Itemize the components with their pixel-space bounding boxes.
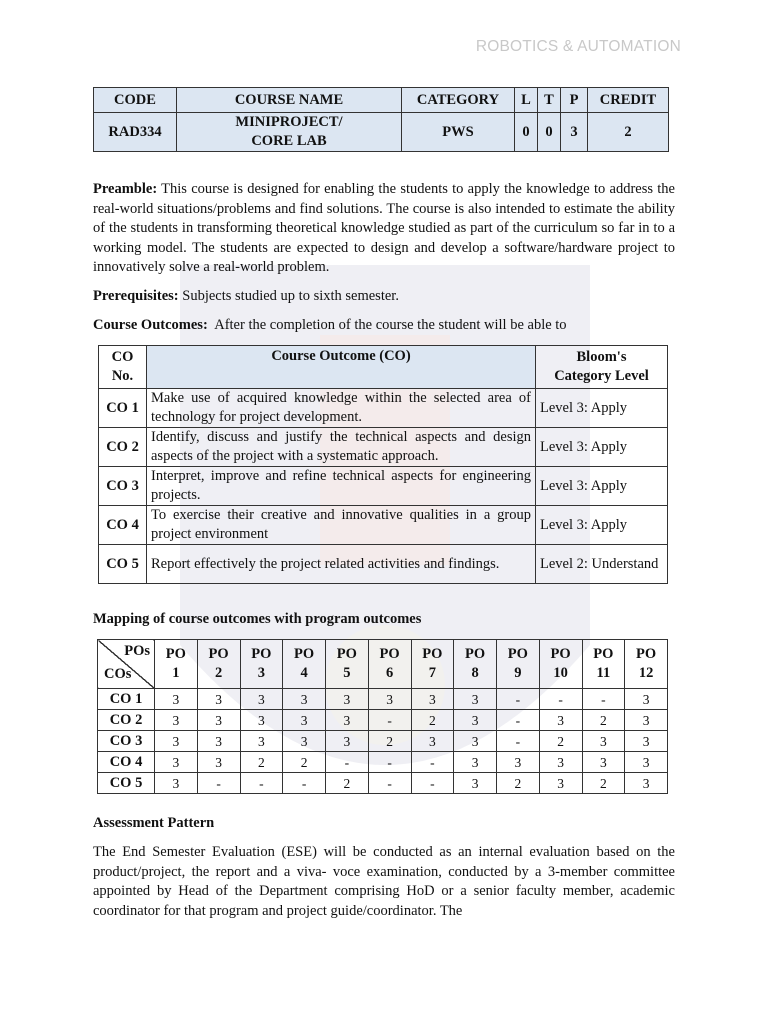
po-mapping-value: - (368, 752, 411, 773)
po-header-number: 8 (471, 665, 479, 681)
prerequisites-label: Prerequisites: (93, 288, 179, 304)
po-header (155, 640, 198, 689)
po-mapping-value: 3 (155, 731, 198, 752)
corner-cos-label: COs (104, 666, 132, 682)
co-row (99, 545, 668, 584)
po-mapping-value: 3 (240, 731, 283, 752)
course-outcomes-label: Course Outcomes: (93, 317, 208, 333)
co-bloom-level: Level 3: Apply (536, 506, 668, 545)
po-header-number: 2 (215, 665, 223, 681)
course-outcomes-table (98, 345, 668, 584)
header-category: CATEGORY (402, 88, 515, 113)
assessment-title: Assessment Pattern (93, 815, 215, 831)
po-row-co-label: CO 3 (98, 731, 155, 752)
co-po-mapping-table (97, 639, 668, 794)
po-mapping-value: 3 (283, 689, 326, 710)
co-description: Identify, discuss and justify the technical aspects and design aspects of the project with a systematic approach. (147, 428, 536, 467)
co-number: CO 5 (99, 545, 147, 584)
po-mapping-row (98, 773, 668, 794)
assessment-paragraph: The End Semester Evaluation (ESE) will be conducted as an internal evaluation based on the product/project, the report and a viva- voce examination, conducted by a 3-member committee appointed by Head of the Department comprising HoD or a senior faculty member, academic coordinator for that program and project guide/coordinator. The (93, 844, 675, 919)
po-mapping-value: 3 (155, 773, 198, 794)
course-name-line2: CORE LAB (251, 133, 327, 149)
course-t: 0 (538, 113, 561, 152)
po-mapping-value: - (240, 773, 283, 794)
header-course-name: COURSE NAME (177, 88, 402, 113)
co-table-header-row (99, 346, 668, 389)
po-mapping-value: 2 (368, 731, 411, 752)
po-mapping-value: 3 (625, 731, 668, 752)
co-no-header-line2: No. (111, 368, 134, 384)
mapping-title: Mapping of course outcomes with program outcomes (93, 611, 422, 627)
preamble-text: This course is designed for enabling the students to apply the knowledge to address the real-world situations/problems and find solutions. The course is also intended to estimate the ability of the students in transforming theoretical knowledge studied as part of the curriculum so far in to a working model. The students are expected to design and develop a software/hardware project to innovatively solve a real-world problem. (93, 181, 675, 275)
po-mapping-value: 3 (240, 710, 283, 731)
po-mapping-value: - (582, 689, 625, 710)
bloom-header (536, 346, 668, 389)
po-mapping-value: 3 (197, 752, 240, 773)
prerequisites-paragraph (93, 287, 675, 307)
co-number: CO 2 (99, 428, 147, 467)
po-table-body (98, 689, 668, 794)
po-mapping-value: - (197, 773, 240, 794)
co-number: CO 3 (99, 467, 147, 506)
header-credit: CREDIT (588, 88, 669, 113)
course-l: 0 (515, 113, 538, 152)
po-mapping-value: 3 (539, 773, 582, 794)
po-header (326, 640, 369, 689)
po-mapping-value: 3 (625, 752, 668, 773)
po-row-co-label: CO 4 (98, 752, 155, 773)
co-no-header (99, 346, 147, 389)
po-header (454, 640, 497, 689)
po-mapping-row (98, 689, 668, 710)
po-mapping-value: 3 (454, 710, 497, 731)
po-mapping-value: - (326, 752, 369, 773)
course-table-data-row (94, 113, 669, 152)
header-t: T (538, 88, 561, 113)
po-mapping-value: 3 (454, 752, 497, 773)
course-outcome-header: Course Outcome (CO) (147, 346, 536, 389)
po-header-number: 11 (596, 665, 611, 681)
po-header-number: 12 (638, 665, 654, 681)
po-mapping-value: 2 (582, 773, 625, 794)
course-table-header-row (94, 88, 669, 113)
po-mapping-value: 3 (582, 731, 625, 752)
po-header-number: 7 (428, 665, 436, 681)
po-mapping-value: - (411, 752, 454, 773)
course-outcomes-intro (93, 316, 675, 336)
po-mapping-value: 3 (454, 731, 497, 752)
po-header-number: 10 (553, 665, 568, 681)
po-mapping-value: - (497, 710, 540, 731)
po-header (539, 640, 582, 689)
po-row-co-label: CO 1 (98, 689, 155, 710)
po-header (240, 640, 283, 689)
po-header-prefix: PO (507, 646, 528, 662)
po-mapping-value: 3 (625, 689, 668, 710)
co-row (99, 467, 668, 506)
co-row (99, 506, 668, 545)
po-mapping-value: 3 (368, 689, 411, 710)
po-mapping-value: 3 (411, 689, 454, 710)
po-mapping-value: 3 (197, 731, 240, 752)
po-header-prefix: PO (165, 646, 186, 662)
course-credit: 2 (588, 113, 669, 152)
po-mapping-value: 3 (454, 773, 497, 794)
co-description: To exercise their creative and innovative qualities in a group project environment (147, 506, 536, 545)
po-header (497, 640, 540, 689)
po-header-number: 5 (343, 665, 351, 681)
po-mapping-value: - (368, 710, 411, 731)
po-mapping-value: 3 (625, 773, 668, 794)
po-header-number: 4 (300, 665, 308, 681)
po-header (582, 640, 625, 689)
po-mapping-value: 3 (454, 689, 497, 710)
po-header-prefix: PO (465, 646, 486, 662)
po-mapping-value: 3 (625, 710, 668, 731)
po-header (411, 640, 454, 689)
po-mapping-row (98, 731, 668, 752)
po-mapping-value: 3 (326, 731, 369, 752)
po-header-prefix: PO (208, 646, 229, 662)
po-mapping-value: 2 (411, 710, 454, 731)
po-mapping-value: - (283, 773, 326, 794)
po-header (625, 640, 668, 689)
co-number: CO 1 (99, 389, 147, 428)
bloom-header-line2: Category Level (554, 368, 649, 384)
course-p: 3 (561, 113, 588, 152)
course-info-table (93, 87, 669, 152)
po-mapping-value: 3 (582, 752, 625, 773)
po-mapping-value: 2 (326, 773, 369, 794)
po-header-prefix: PO (251, 646, 272, 662)
po-header-row (98, 640, 668, 689)
course-outcomes-text: After the completion of the course the student will be able to (207, 317, 567, 333)
po-mapping-value: 2 (582, 710, 625, 731)
po-header-number: 1 (172, 665, 180, 681)
po-mapping-value: - (497, 731, 540, 752)
po-mapping-value: 2 (283, 752, 326, 773)
course-category: PWS (402, 113, 515, 152)
header-l: L (515, 88, 538, 113)
po-header-prefix: PO (294, 646, 315, 662)
preamble-paragraph (93, 180, 675, 278)
co-description: Make use of acquired knowledge within the selected area of technology for project development. (147, 389, 536, 428)
co-bloom-level: Level 2: Understand (536, 545, 668, 584)
prerequisites-text: Subjects studied up to sixth semester. (178, 288, 399, 304)
po-mapping-value: 3 (283, 731, 326, 752)
co-description: Interpret, improve and refine technical aspects for engineering projects. (147, 467, 536, 506)
po-header-prefix: PO (550, 646, 571, 662)
po-header-number: 6 (386, 665, 394, 681)
po-mapping-value: 3 (155, 752, 198, 773)
co-row (99, 389, 668, 428)
po-mapping-row (98, 710, 668, 731)
po-mapping-row (98, 752, 668, 773)
po-header-number: 9 (514, 665, 522, 681)
po-mapping-value: - (539, 689, 582, 710)
po-header-prefix: PO (379, 646, 400, 662)
header-code: CODE (94, 88, 177, 113)
po-header-prefix: PO (636, 646, 657, 662)
po-mapping-value: - (368, 773, 411, 794)
po-row-co-label: CO 2 (98, 710, 155, 731)
po-mapping-value: 3 (497, 752, 540, 773)
course-name (177, 113, 402, 152)
po-mapping-value: 3 (240, 689, 283, 710)
preamble-label: Preamble: (93, 181, 158, 197)
po-mapping-value: 3 (539, 710, 582, 731)
po-mapping-value: - (497, 689, 540, 710)
po-header (283, 640, 326, 689)
po-mapping-value: 2 (539, 731, 582, 752)
po-mapping-value: - (411, 773, 454, 794)
co-bloom-level: Level 3: Apply (536, 389, 668, 428)
co-number: CO 4 (99, 506, 147, 545)
corner-pos-label: POs (124, 643, 150, 659)
po-mapping-value: 3 (326, 689, 369, 710)
po-mapping-value: 2 (240, 752, 283, 773)
po-header-prefix: PO (422, 646, 443, 662)
co-row (99, 428, 668, 467)
po-header-number: 3 (257, 665, 265, 681)
course-name-line1: MINIPROJECT/ (235, 114, 343, 130)
co-bloom-level: Level 3: Apply (536, 428, 668, 467)
po-header-prefix: PO (336, 646, 357, 662)
co-description: Report effectively the project related activities and findings. (147, 545, 536, 584)
po-mapping-value: 3 (283, 710, 326, 731)
po-header (368, 640, 411, 689)
po-mapping-value: 3 (155, 710, 198, 731)
po-row-co-label: CO 5 (98, 773, 155, 794)
co-no-header-line1: CO (111, 348, 134, 365)
header-p: P (561, 88, 588, 113)
po-mapping-value: 2 (497, 773, 540, 794)
co-bloom-level: Level 3: Apply (536, 467, 668, 506)
po-mapping-value: 3 (539, 752, 582, 773)
po-mapping-value: 3 (155, 689, 198, 710)
po-mapping-value: 3 (326, 710, 369, 731)
course-code: RAD334 (94, 113, 177, 152)
po-mapping-value: 3 (197, 689, 240, 710)
bloom-header-line1: Bloom's (576, 348, 627, 365)
po-header-prefix: PO (593, 646, 614, 662)
po-header (197, 640, 240, 689)
running-header: ROBOTICS & AUTOMATION (475, 38, 681, 55)
corner-header (98, 640, 155, 689)
po-mapping-value: 3 (197, 710, 240, 731)
po-mapping-value: 3 (411, 731, 454, 752)
